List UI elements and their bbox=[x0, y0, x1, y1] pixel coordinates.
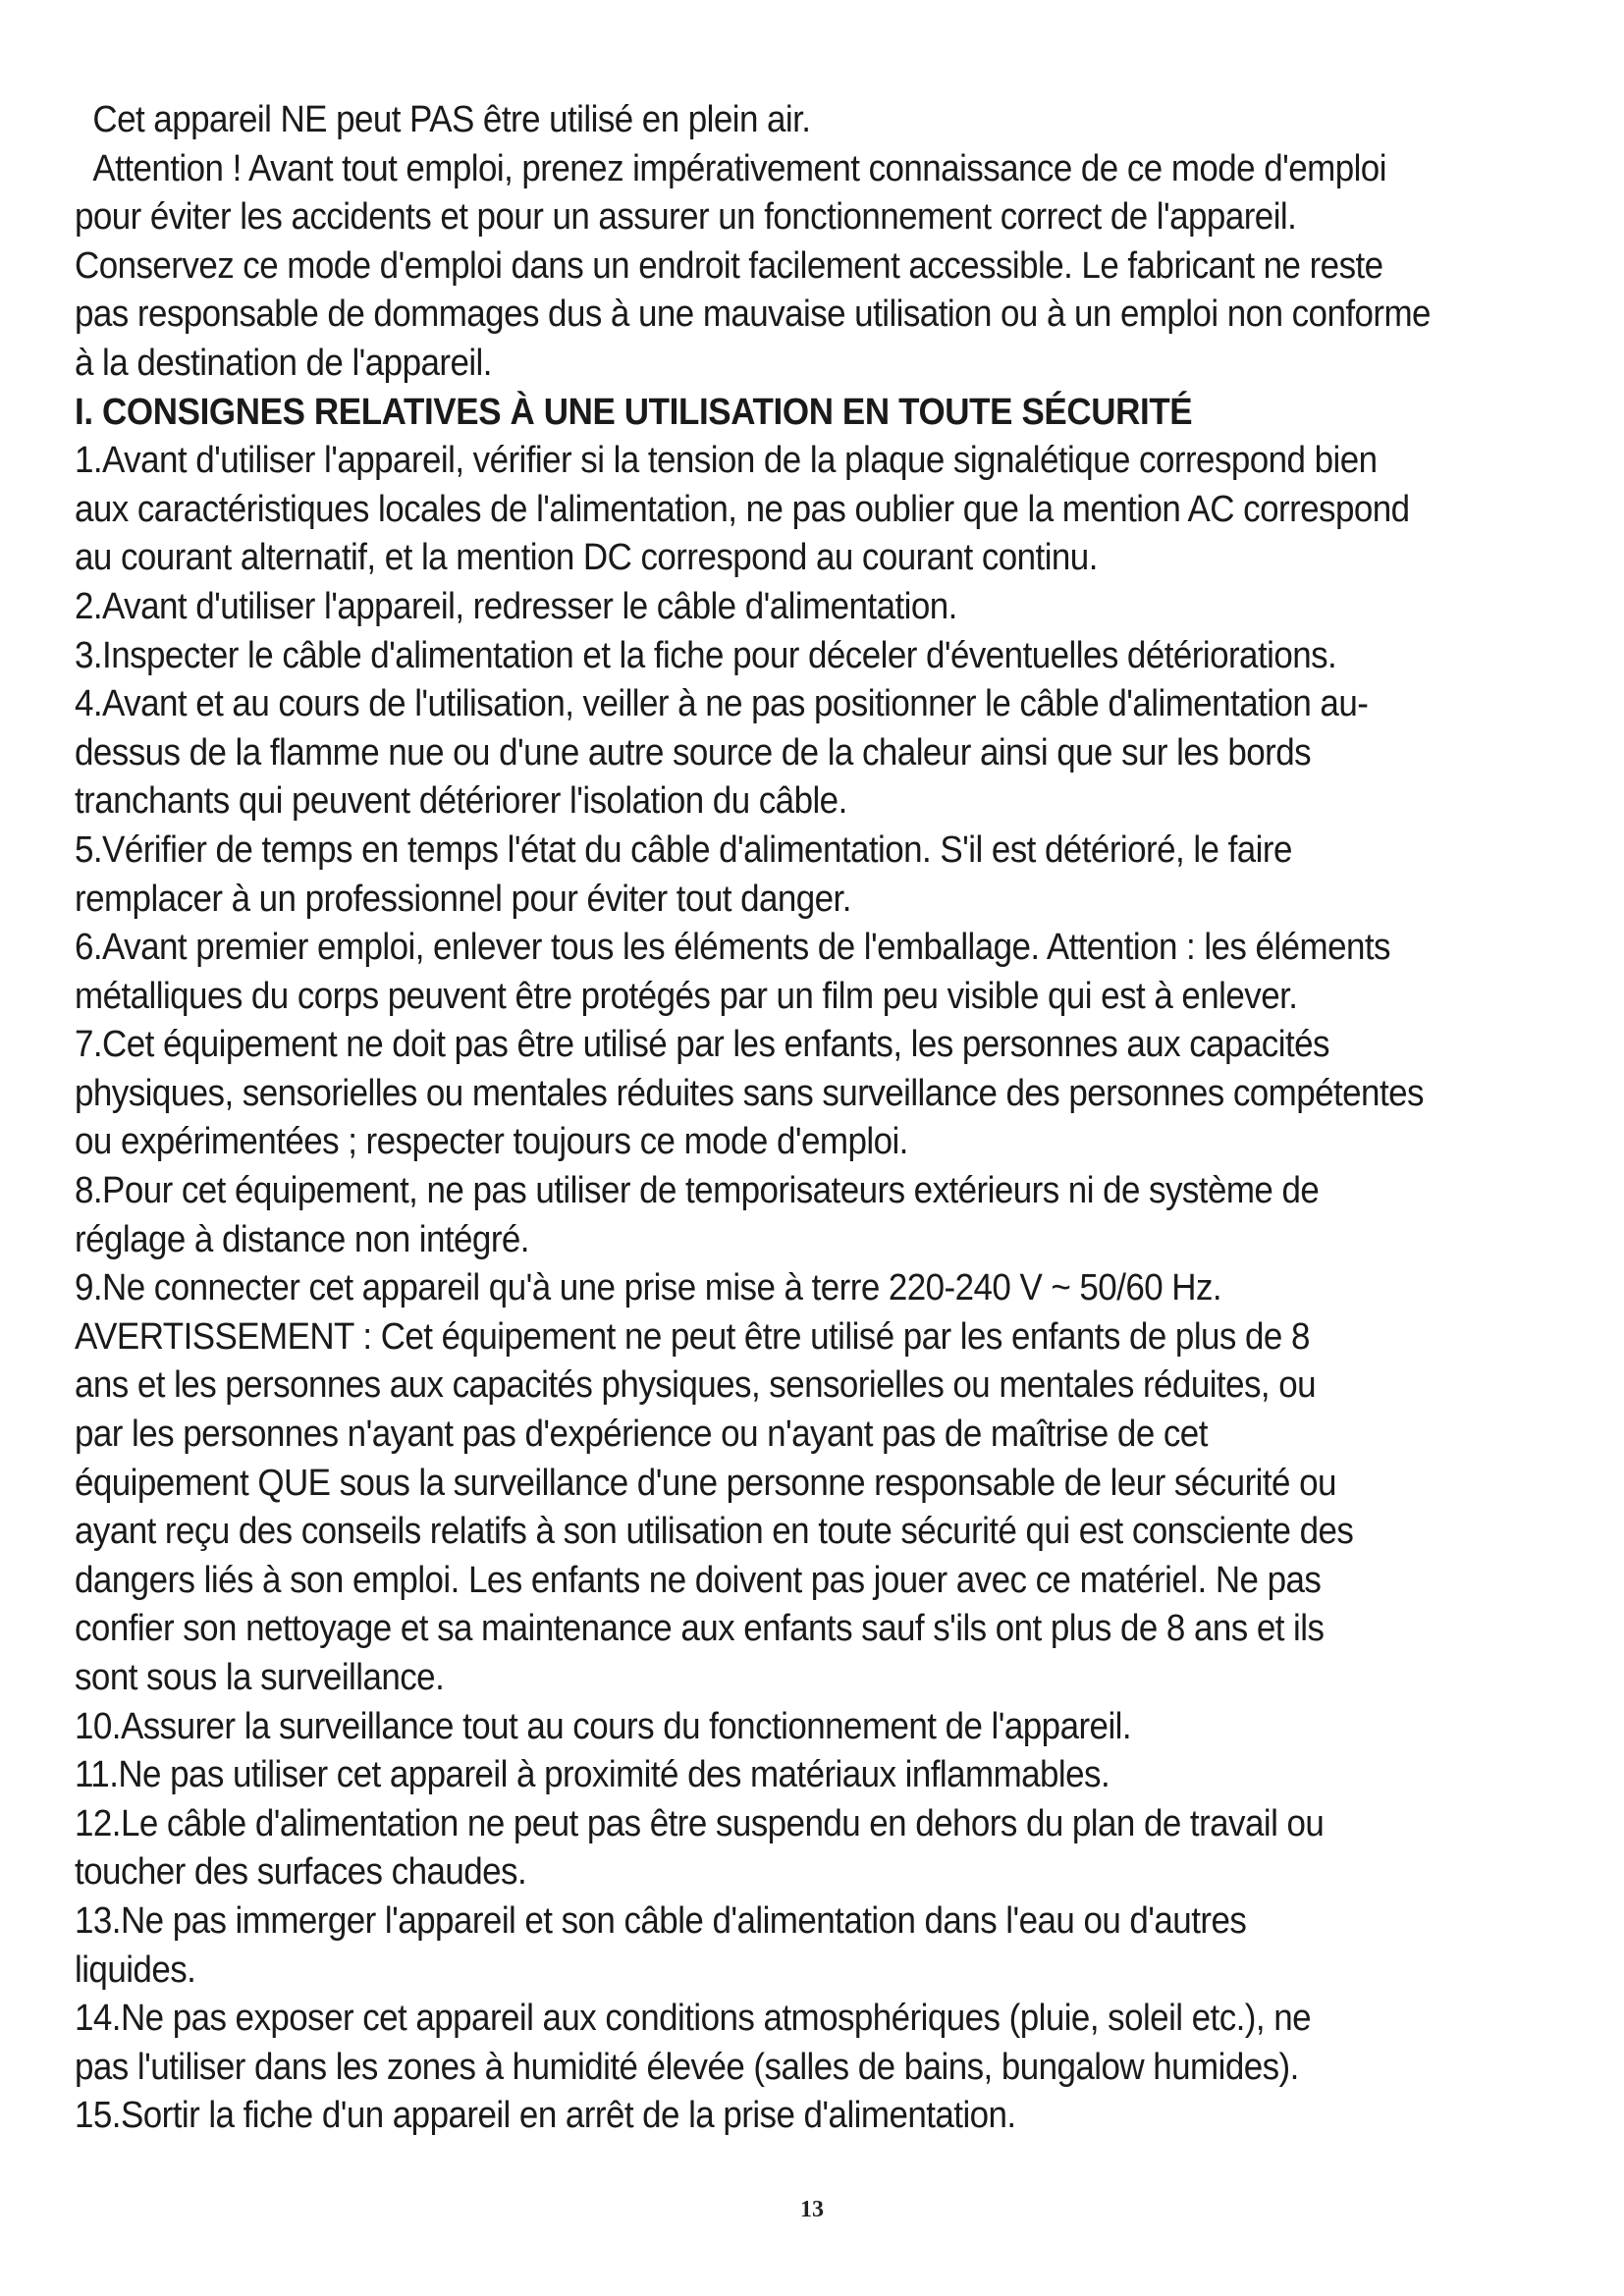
warning-line: confier son nettoyage et sa maintenance aux enfants sauf s'ils ont plus de 8 ans et ils bbox=[75, 1608, 1325, 1650]
safety-item-line: 3.Inspecter le câble d'alimentation et la fiche pour déceler d'éventuelles détériorations. bbox=[75, 634, 1337, 676]
safety-item-13 bbox=[75, 1897, 1567, 1995]
safety-item-line: liquides. bbox=[75, 1949, 196, 1991]
safety-item-line: 13.Ne pas immerger l'appareil et son câble d'alimentation dans l'eau ou d'autres bbox=[75, 1899, 1247, 1942]
safety-item-line: remplacer à un professionnel pour éviter tout danger. bbox=[75, 878, 851, 920]
safety-item-6 bbox=[75, 924, 1567, 1021]
safety-item-14 bbox=[75, 1995, 1567, 2092]
safety-item-11 bbox=[75, 1751, 1567, 1800]
safety-item-line: tranchants qui peuvent détériorer l'isolation du câble. bbox=[75, 780, 847, 823]
attention-line: à la destination de l'appareil. bbox=[75, 342, 492, 384]
safety-item-9 bbox=[75, 1264, 1567, 1313]
safety-item-line: 12.Le câble d'alimentation ne peut pas être suspendu en dehors du plan de travail ou bbox=[75, 1802, 1325, 1844]
safety-item-line: 9.Ne connecter cet appareil qu'à une prise mise à terre 220-240 V ~ 50/60 Hz. bbox=[75, 1267, 1222, 1309]
safety-item-line: métalliques du corps peuvent être protégés par un film peu visible qui est à enlever. bbox=[75, 975, 1298, 1017]
warning-line: par les personnes n'ayant pas d'expérience ou n'ayant pas de maîtrise de cet bbox=[75, 1414, 1208, 1456]
safety-item-line: 5.Vérifier de temps en temps l'état du câble d'alimentation. S'il est détérioré, le faire bbox=[75, 828, 1292, 871]
safety-item-10 bbox=[75, 1703, 1567, 1752]
attention-line: Attention ! Avant tout emploi, prenez impérativement connaissance de ce mode d'emploi bbox=[92, 147, 1386, 189]
safety-item-line: 1.Avant d'utiliser l'appareil, vérifier si la tension de la plaque signalétique correspond bien bbox=[75, 440, 1378, 482]
attention-paragraph bbox=[75, 145, 1567, 389]
safety-item-line: aux caractéristiques locales de l'alimentation, ne pas oublier que la mention AC correspond bbox=[75, 488, 1410, 530]
safety-item-line: pas l'utiliser dans les zones à humidité élevée (salles de bains, bungalow humides). bbox=[75, 2046, 1299, 2088]
warning-line: ans et les personnes aux capacités physiques, sensorielles ou mentales réduites, ou bbox=[75, 1364, 1317, 1407]
page-number: 13 bbox=[800, 2197, 824, 2222]
safety-item-line: 14.Ne pas exposer cet appareil aux conditions atmosphériques (pluie, soleil etc.), ne bbox=[75, 1998, 1312, 2040]
safety-item-line: 4.Avant et au cours de l'utilisation, veiller à ne pas positionner le câble d'alimentation au- bbox=[75, 683, 1369, 725]
safety-item-line: 7.Cet équipement ne doit pas être utilisé par les enfants, les personnes aux capacités bbox=[75, 1024, 1329, 1066]
safety-item-1 bbox=[75, 437, 1567, 583]
section-title: I. CONSIGNES RELATIVES À UNE UTILISATION EN TOUTE SÉCURITÉ bbox=[75, 391, 1193, 433]
warning-line: sont sous la surveillance. bbox=[75, 1657, 445, 1698]
safety-item-2 bbox=[75, 583, 1567, 632]
safety-item-line: toucher des surfaces chaudes. bbox=[75, 1851, 527, 1894]
safety-item-8 bbox=[75, 1167, 1567, 1264]
safety-item-line: 8.Pour cet équipement, ne pas utiliser de temporisateurs extérieurs ni de système de bbox=[75, 1170, 1320, 1212]
safety-item-12 bbox=[75, 1800, 1567, 1897]
safety-item-line: 10.Assurer la surveillance tout au cours du fonctionnement de l'appareil. bbox=[75, 1705, 1132, 1747]
safety-item-line: réglage à distance non intégré. bbox=[75, 1218, 529, 1260]
safety-item-15 bbox=[75, 2092, 1567, 2141]
safety-item-line: au courant alternatif, et la mention DC correspond au courant continu. bbox=[75, 537, 1098, 579]
attention-line: pour éviter les accidents et pour un assurer un fonctionnement correct de l'appareil. bbox=[75, 196, 1297, 239]
page-content bbox=[75, 96, 1567, 2141]
safety-item-3 bbox=[75, 632, 1567, 681]
safety-item-4 bbox=[75, 680, 1567, 827]
warning-paragraph bbox=[75, 1313, 1567, 1703]
safety-item-line: 11.Ne pas utiliser cet appareil à proximité des matériaux inflammables. bbox=[75, 1754, 1110, 1796]
safety-item-5 bbox=[75, 827, 1567, 924]
safety-item-line: physiques, sensorielles ou mentales réduites sans surveillance des personnes compétentes bbox=[75, 1072, 1424, 1114]
warning-line: équipement QUE sous la surveillance d'une personne responsable de leur sécurité ou bbox=[75, 1462, 1336, 1504]
safety-item-line: 2.Avant d'utiliser l'appareil, redresser le câble d'alimentation. bbox=[75, 585, 957, 627]
safety-item-line: 15.Sortir la fiche d'un appareil en arrêt de la prise d'alimentation. bbox=[75, 2095, 1016, 2137]
attention-line: pas responsable de dommages dus à une mauvaise utilisation ou à un emploi non conforme bbox=[75, 294, 1431, 336]
safety-item-7 bbox=[75, 1021, 1567, 1167]
safety-item-line: ou expérimentées ; respecter toujours ce mode d'emploi. bbox=[75, 1121, 908, 1163]
warning-line: dangers liés à son emploi. Les enfants ne doivent pas jouer avec ce matériel. Ne pas bbox=[75, 1559, 1322, 1601]
warning-line: AVERTISSEMENT : Cet équipement ne peut être utilisé par les enfants de plus de 8 bbox=[75, 1315, 1310, 1358]
outdoor-warning: Cet appareil NE peut PAS être utilisé en plein air. bbox=[92, 99, 811, 140]
safety-item-line: dessus de la flamme nue ou d'une autre source de la chaleur ainsi que sur les bords bbox=[75, 731, 1312, 774]
warning-line: ayant reçu des conseils relatifs à son utilisation en toute sécurité qui est consciente des bbox=[75, 1511, 1354, 1553]
safety-item-line: 6.Avant premier emploi, enlever tous les éléments de l'emballage. Attention : les éléments bbox=[75, 927, 1390, 969]
attention-line: Conservez ce mode d'emploi dans un endroit facilement accessible. Le fabricant ne reste bbox=[75, 244, 1383, 287]
